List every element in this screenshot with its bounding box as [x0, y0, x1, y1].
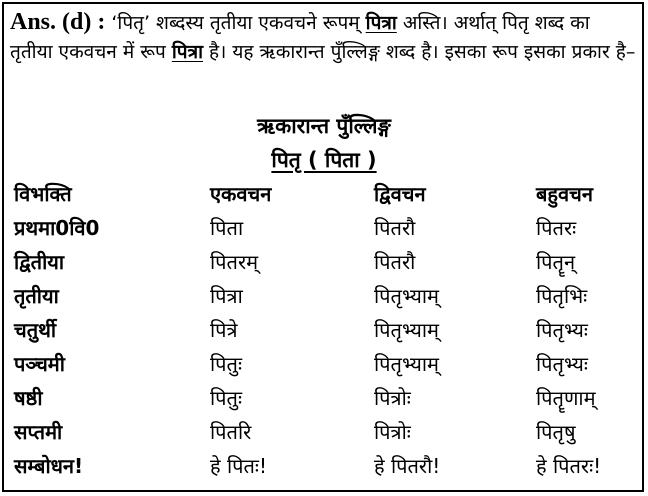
plural-cell: पितृभिः [536, 283, 588, 308]
case-cell: तृतीया [14, 283, 59, 308]
dual-cell: हे पितरौ! [374, 453, 441, 478]
answer-box [2, 2, 644, 492]
answer-label: Ans. (d) : [10, 9, 106, 35]
declension-heading: ऋकारान्त पुँल्लिङ्ग [257, 114, 391, 138]
dual-cell: पितरौ [374, 249, 416, 274]
case-cell: सम्बोधन! [14, 453, 84, 478]
singular-cell: हे पितः! [210, 453, 267, 478]
table-header-row [14, 176, 632, 210]
table-row [14, 312, 632, 346]
table-row [14, 346, 632, 380]
singular-cell: पितुः [210, 351, 242, 376]
case-cell: सप्तमी [14, 419, 63, 444]
declension-table [14, 176, 632, 482]
dual-cell: पितृभ्याम् [374, 351, 439, 376]
singular-cell: पितरम् [210, 249, 259, 274]
case-cell: पञ्चमी [14, 351, 65, 376]
header-dual: द्विवचन [374, 181, 426, 206]
plural-cell: पितृभ्यः [536, 317, 588, 342]
plural-cell: पितृषु [536, 419, 576, 444]
declension-subheading [4, 146, 644, 174]
case-cell: चतुर्थी [14, 317, 57, 342]
singular-cell: पित्रे [210, 317, 238, 342]
plural-cell: पितॄन् [536, 249, 576, 274]
dual-cell: पित्रोः [374, 419, 411, 444]
header-singular: एकवचन [210, 181, 272, 206]
header-case: विभक्ति [14, 181, 72, 206]
answer-form-1: पित्रा [365, 12, 397, 34]
plural-cell: पितॄणाम् [536, 385, 596, 410]
dual-cell: पित्रोः [374, 385, 411, 410]
plural-cell: पितृभ्यः [536, 351, 588, 376]
subheading-text: पितृ ( पिता ) [271, 148, 377, 172]
dual-cell: पितृभ्याम् [374, 317, 439, 342]
singular-cell: पितरि [210, 419, 252, 444]
case-cell: षष्ठी [14, 385, 43, 410]
answer-text-3: है। यह ऋकारान्त पुँल्लिङ्ग शब्द है। इसका रूप इसका प्रकार है– [203, 41, 636, 63]
singular-cell: पित्रा [210, 283, 243, 308]
table-row [14, 210, 632, 244]
singular-cell: पितुः [210, 385, 242, 410]
dual-cell: पितरौ [374, 215, 416, 240]
dual-cell: पितृभ्याम् [374, 283, 439, 308]
plural-cell: पितरः [536, 215, 577, 240]
answer-text-2: अस्ति। अर्थात् पितृ शब्द का तृतीया एकवचन में रूप [10, 12, 590, 63]
header-plural: बहुवचन [536, 181, 593, 206]
table-row [14, 244, 632, 278]
table-row [14, 278, 632, 312]
answer-paragraph [10, 8, 638, 67]
singular-cell: पिता [210, 215, 244, 240]
answer-form-2: पित्रा [171, 41, 203, 63]
plural-cell: हे पितरः! [536, 453, 602, 478]
table-row [14, 448, 632, 482]
case-cell: द्वितीया [14, 249, 65, 274]
case-cell: प्रथमा0वि0 [14, 215, 100, 240]
table-row [14, 380, 632, 414]
answer-text-1: ‘पितृ’ शब्दस्य तृतीया एकवचने रूपम् [105, 12, 366, 34]
table-row [14, 414, 632, 448]
